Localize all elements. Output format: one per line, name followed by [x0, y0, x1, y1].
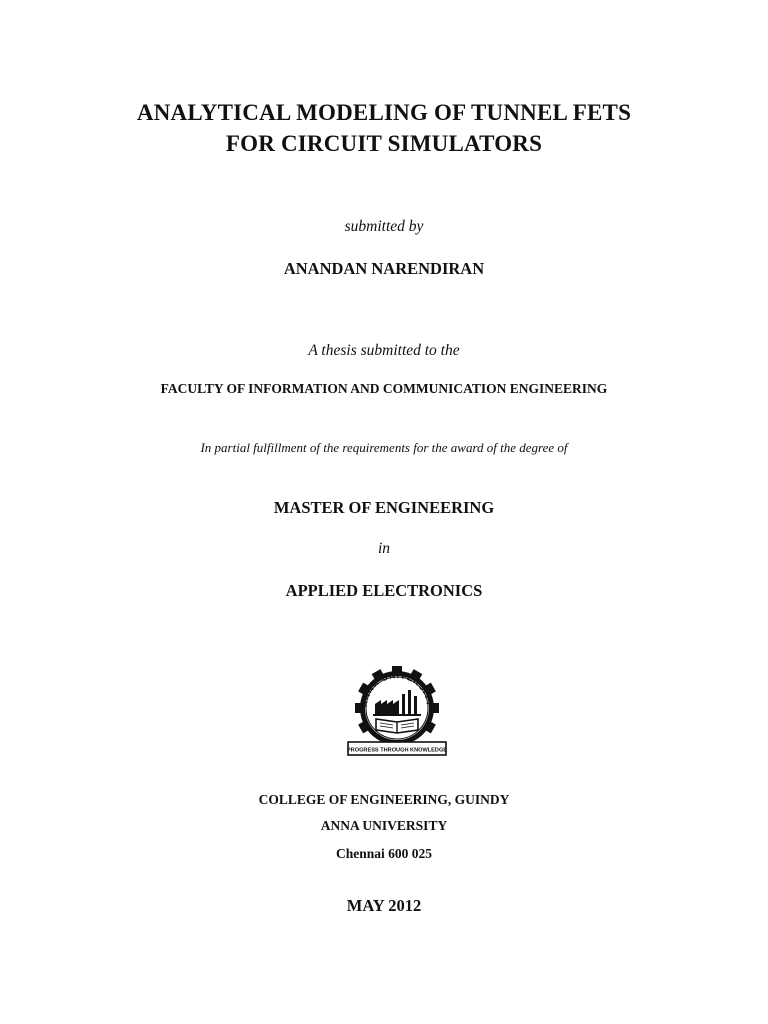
thesis-title-line-1: ANALYTICAL MODELING OF TUNNEL FETS	[136, 100, 632, 125]
seal-graphic	[345, 662, 449, 758]
faculty-name: FACULTY OF INFORMATION AND COMMUNICATION ENGINEERING	[160, 381, 608, 396]
university-name: ANNA UNIVERSITY	[320, 818, 448, 833]
thesis-statement: A thesis submitted to the	[308, 342, 460, 359]
fulfillment-statement: In partial fulfillment of the requirements for the award of the degree of	[200, 440, 568, 455]
submission-date: MAY 2012	[346, 896, 422, 915]
college-name: COLLEGE OF ENGINEERING, GUINDY	[258, 792, 510, 807]
city-pincode: Chennai 600 025	[335, 846, 433, 861]
submitted-by-label: submitted by	[344, 218, 424, 235]
in-label: in	[377, 540, 391, 557]
thesis-title-line-2: FOR CIRCUIT SIMULATORS	[225, 131, 543, 156]
author-name: ANANDAN NARENDIRAN	[283, 259, 485, 278]
anna-university-seal-icon	[345, 662, 449, 758]
seal-motto: PROGRESS THROUGH KNOWLEDGE	[346, 747, 448, 754]
degree-name: MASTER OF ENGINEERING	[273, 498, 495, 517]
seal-arc-text: ANNA UNIVERSITY	[358, 669, 436, 708]
specialization: APPLIED ELECTRONICS	[285, 581, 483, 600]
